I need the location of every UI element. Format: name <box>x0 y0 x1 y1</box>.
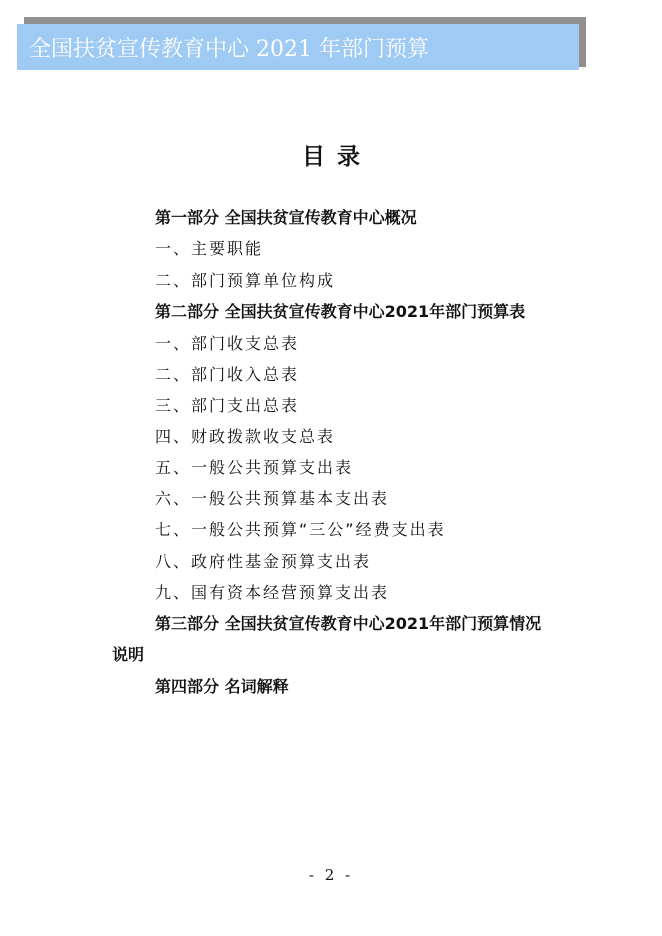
toc-item[interactable]: 四、财政拨款收支总表 <box>155 427 336 446</box>
header-banner <box>17 24 579 70</box>
toc-item[interactable]: 一、主要职能 <box>155 239 264 258</box>
page-number: - 2 - <box>308 866 354 884</box>
toc-item[interactable]: 五、一般公共预算支出表 <box>155 458 354 477</box>
toc-item[interactable]: 二、部门收入总表 <box>155 365 300 384</box>
toc-title: 目录 <box>302 143 372 170</box>
toc-item[interactable]: 七、一般公共预算“三公”经费支出表 <box>155 520 446 539</box>
toc-part-3-continued[interactable]: 说明 <box>112 645 145 664</box>
toc-item[interactable]: 一、部门收支总表 <box>155 334 300 353</box>
toc-item[interactable]: 九、国有资本经营预算支出表 <box>155 583 390 602</box>
toc-part-1[interactable]: 第一部分 全国扶贫宣传教育中心概况 <box>155 208 417 227</box>
toc-part-4[interactable]: 第四部分 名词解释 <box>155 677 289 696</box>
toc-part-3[interactable]: 第三部分 全国扶贫宣传教育中心2021年部门预算情况 <box>155 614 542 633</box>
toc-item[interactable]: 六、一般公共预算基本支出表 <box>155 489 390 508</box>
document-header-title: 全国扶贫宣传教育中心 2021 年部门预算 <box>29 36 429 62</box>
toc-item[interactable]: 二、部门预算单位构成 <box>155 271 336 290</box>
toc-item[interactable]: 八、政府性基金预算支出表 <box>155 552 372 571</box>
toc-item[interactable]: 三、部门支出总表 <box>155 396 300 415</box>
toc-part-2[interactable]: 第二部分 全国扶贫宣传教育中心2021年部门预算表 <box>155 302 526 321</box>
